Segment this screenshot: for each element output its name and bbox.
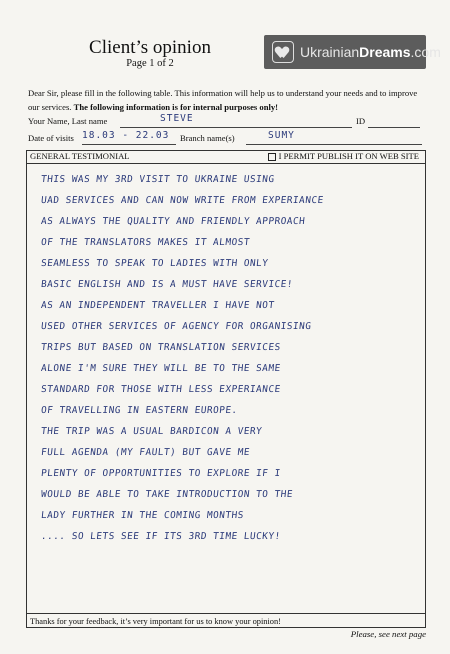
intro-text: Dear Sir, please fill in the following table. This information will help us to understand your needs and to improve our services. The following information is for internal purposes only! [28,88,418,112]
text-line: .... SO LETS SEE IF ITS 3RD TIME LUCKY! [40,531,282,542]
id-label: ID [356,116,366,126]
text-line: STANDARD FOR THOSE WITH LESS EXPERIANCE [40,384,282,395]
branch-label: Branch name(s) [180,133,235,143]
thanks-note: Thanks for your feedback, it’s very important for us to know your opinion! [30,617,281,626]
publish-label: I PERMIT PUBLISH IT ON WEB SITE [278,151,419,161]
text-line: LADY FURTHER IN THE COMING MONTHS [40,510,245,521]
text-line: WOULD BE ABLE TO TAKE INTRODUCTION TO THE [40,489,294,500]
name-line [120,127,352,128]
text-line: TRIPS BUT BASED ON TRANSLATION SERVICES [40,342,282,353]
text-line: AS AN INDEPENDENT TRAVELLER I HAVE NOT [40,300,276,311]
name-label: Your Name, Last name [28,116,108,126]
text-line: OF TRAVELLING IN EASTERN EUROPE. [40,405,239,416]
text-line: PLENTY OF OPPORTUNITIES TO EXPLORE IF I [40,468,282,479]
logo-text: UkrainianDreams.com [300,44,441,60]
text-line: FULL AGENDA (MY FAULT) BUT GAVE ME [40,447,251,458]
id-field[interactable] [368,127,420,128]
text-line: USED OTHER SERVICES OF AGENCY FOR ORGANISING [40,321,312,332]
dates-label: Date of visits [28,133,74,143]
branch-line [246,144,422,145]
brand-logo [264,35,441,69]
page-number: Page 1 of 2 [126,58,174,69]
text-line: BASIC ENGLISH AND IS A MUST HAVE SERVICE! [40,279,294,290]
footer-divider [27,613,425,614]
page-title: Client’s opinion [89,37,211,58]
publish-checkbox[interactable] [268,153,276,161]
section-label: GENERAL TESTIMONIAL [30,151,130,161]
publish-permission[interactable] [268,151,419,161]
branch-value[interactable]: SUMY [268,130,295,141]
text-line: THIS WAS MY 3RD VISIT TO UKRAINE USING [40,174,276,185]
text-line: THE TRIP WAS A USUAL BARDICON A VERY [40,426,263,437]
next-page-note: Please, see next page [350,629,426,639]
testimonial-header [27,151,425,164]
name-value[interactable]: STEVE [160,113,194,124]
testimonial-box [26,150,426,628]
text-line: UAD SERVICES AND CAN NOW WRITE FROM EXPERIANCE [40,195,325,206]
dates-value[interactable]: 18.03 - 22.03 [82,130,170,141]
text-line: AS ALWAYS THE QUALITY AND FRIENDLY APPROACH [40,216,306,227]
dates-line [82,144,176,145]
text-line: ALONE I'M SURE THEY WILL BE TO THE SAME [40,363,282,374]
text-line: SEAMLESS TO SPEAK TO LADIES WITH ONLY [40,258,269,269]
text-line: OF THE TRANSLATORS MAKES IT ALMOST [40,237,251,248]
heart-icon [272,41,294,63]
testimonial-text[interactable] [41,169,421,547]
